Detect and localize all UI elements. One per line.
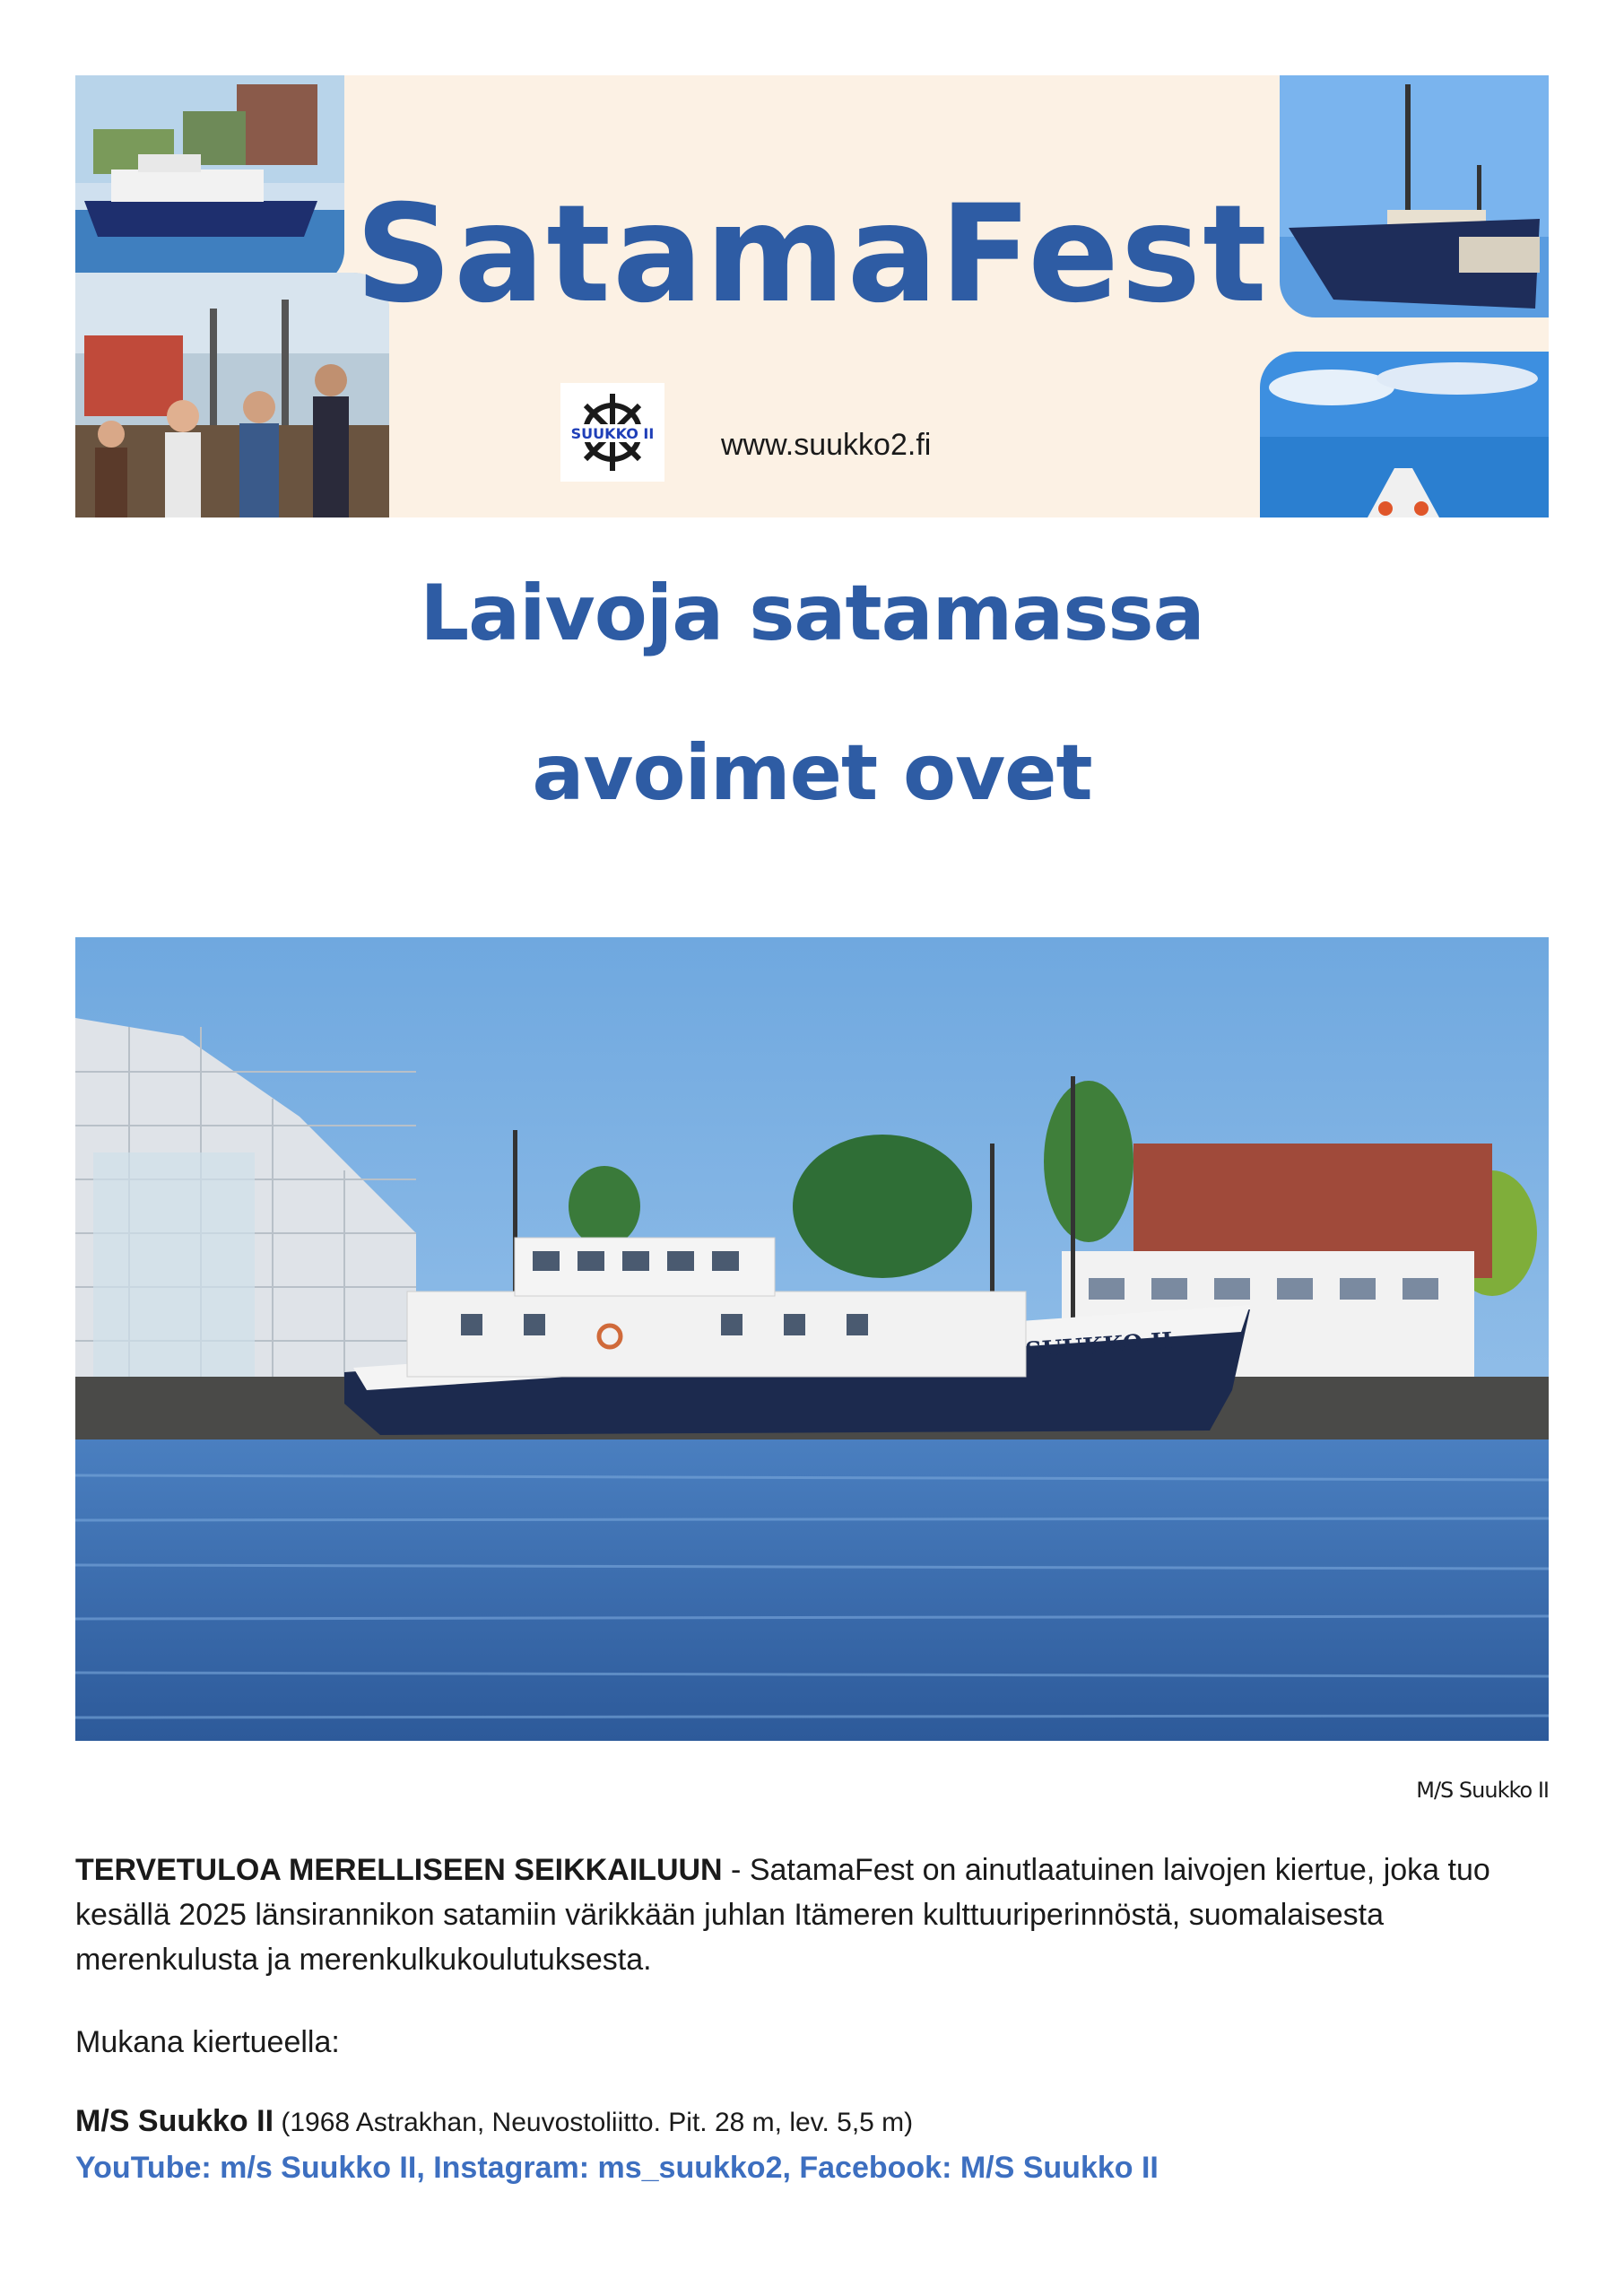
banner-photo-open-sea xyxy=(1260,352,1549,517)
event-title: SatamaFest xyxy=(355,177,1269,333)
headline-line-2: avoimet ovet xyxy=(532,728,1092,818)
suukko-logo xyxy=(560,383,664,482)
ship-entry xyxy=(75,2099,1549,2190)
website-url[interactable]: www.suukko2.fi xyxy=(721,428,932,462)
ship-name: M/S Suukko II xyxy=(75,2104,274,2138)
headline-line-1: Laivoja satamassa xyxy=(420,569,1204,658)
hero-photo-ship xyxy=(75,937,1549,1741)
intro-text: - SatamaFest on ainutlaatuinen laivojen kiertue, joka tuo kesällä 2025 länsirannikon satamiin värikkään juhlan Itämeren kulttuuriperinnöstä, suomalaisesta merenkulusta ja merenkulkukoulutuksesta. xyxy=(75,1853,1490,1977)
intro-lead: TERVETULOA MERELLISEEN SEIKKAILUUN xyxy=(75,1853,723,1887)
social-links[interactable]: YouTube: m/s Suukko II, Instagram: ms_suukko2, Facebook: M/S Suukko II xyxy=(75,2151,1159,2185)
tour-label: Mukana kiertueella: xyxy=(75,2025,340,2059)
intro-paragraph xyxy=(75,1848,1549,1982)
ship-details: (1968 Astrakhan, Neuvostoliitto. Pit. 28 m, lev. 5,5 m) xyxy=(274,2108,914,2137)
hero-ship-name: SUUKKO II xyxy=(1024,1327,1174,1365)
logo-text: SUUKKO II xyxy=(570,425,655,442)
photo-caption: M/S Suukko II xyxy=(1416,1778,1549,1803)
header-banner xyxy=(75,75,1549,517)
